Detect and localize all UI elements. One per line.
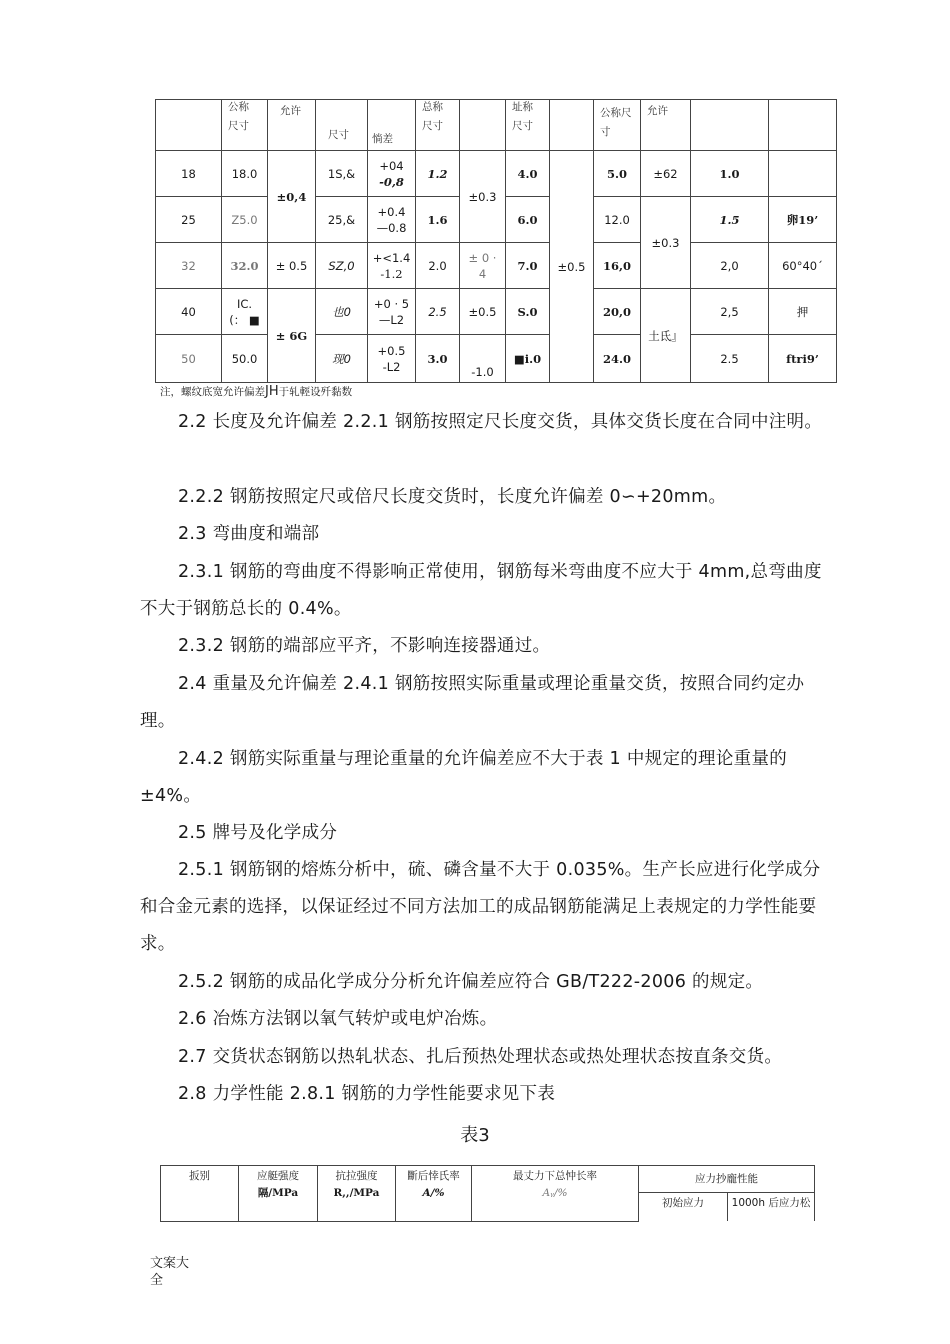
footer-text: 文案大全 bbox=[150, 1256, 190, 1288]
table-cell: 24.0 bbox=[594, 335, 641, 383]
paragraph: 2.5.2 钢筋的成品化学成分分析允许偏差应符合 GB/T222-2006 的规定。 bbox=[178, 972, 764, 992]
table-cell: ±0.3 bbox=[460, 151, 506, 243]
paragraph: 2.6 冶炼方法钢以氧气转炉或电炉冶炼。 bbox=[178, 1009, 498, 1029]
header-cell bbox=[156, 100, 222, 151]
table-cell: 2.5 bbox=[691, 335, 769, 383]
table-cell: +0.4 —0.8 bbox=[368, 197, 416, 243]
table-cell: S.0 bbox=[506, 289, 550, 335]
table-cell: 2.0 bbox=[416, 243, 460, 289]
table-cell: 18 bbox=[156, 151, 222, 197]
paragraph: 2.3.1 钢筋的弯曲度不得影响正常使用，钢筋每米弯曲度不应大于 4mm,总弯曲度不大于钢筋总长的 0.4%。 bbox=[140, 562, 822, 619]
paragraph: 2.4.2 钢筋实际重量与理论重量的允许偏差应不大于表 1 中规定的理论重量的±4%。 bbox=[140, 749, 788, 806]
table-cell: 2.5 bbox=[416, 289, 460, 335]
table-cell: 4.0 bbox=[506, 151, 550, 197]
paragraph: 2.5.1 钢筋钢的熔炼分析中，硫、磷含量不大于 0.035%。生产长应进行化学成分和合金元素的选择，以保证经过不同方法加工的成品钢筋能满足上表规定的力学性能要求。 bbox=[140, 860, 821, 954]
table-cell: 6.0 bbox=[506, 197, 550, 243]
table-cell: +<1.4 -1.2 bbox=[368, 243, 416, 289]
table-cell: 16,0 bbox=[594, 243, 641, 289]
table-cell: 25,& bbox=[316, 197, 368, 243]
table-cell: 50 bbox=[156, 335, 222, 383]
table-cell: ±0,4 bbox=[268, 151, 316, 243]
thread-dimension-table bbox=[155, 99, 837, 383]
table-cell: ± 6G bbox=[268, 289, 316, 383]
table-cell: ftri9’ bbox=[769, 335, 837, 383]
table-cell: 3.0 bbox=[416, 335, 460, 383]
table-cell: 5.0 bbox=[594, 151, 641, 197]
paragraph: 2.3.2 钢筋的端部应平齐，不影响连接器通过。 bbox=[178, 636, 551, 656]
table-cell: 土氐』 bbox=[641, 289, 691, 383]
table-cell: Z5.0 bbox=[222, 197, 268, 243]
table-cell: 卵19’ bbox=[769, 197, 837, 243]
paragraph: 2.8 力学性能 2.8.1 钢筋的力学性能要求见下表 bbox=[178, 1084, 556, 1104]
table-cell: 20,0 bbox=[594, 289, 641, 335]
table-cell: 12.0 bbox=[594, 197, 641, 243]
table-cell: 18.0 bbox=[222, 151, 268, 197]
table-cell: 60°40ˊ bbox=[769, 243, 837, 289]
table-cell: 1.2 bbox=[416, 151, 460, 197]
header-cell: 最丈力下总忡长率 Aᵧ/% bbox=[472, 1166, 639, 1222]
paragraph: 2.4 重量及允许偏差 2.4.1 钢筋按照实际重量或理论重量交货，按照合同约定办理。 bbox=[140, 674, 805, 731]
table-cell: 现0 bbox=[316, 335, 368, 383]
paragraph: 2.5 牌号及化学成分 bbox=[178, 823, 338, 843]
header-cell: 允许 bbox=[268, 100, 316, 151]
table-cell: ±0.3 bbox=[641, 197, 691, 289]
table-cell: 1.5 bbox=[691, 197, 769, 243]
header-cell: 初始应力 bbox=[639, 1193, 728, 1222]
paragraph: 2.3 弯曲度和端部 bbox=[178, 524, 320, 544]
header-cell: 斷后悻氏率 A/% bbox=[396, 1166, 472, 1222]
table-row bbox=[156, 151, 837, 197]
table-caption: 表3 bbox=[460, 1125, 490, 1146]
header-cell: 尺寸 bbox=[316, 100, 368, 151]
table-row bbox=[156, 335, 837, 383]
table-cell: 1.0 bbox=[691, 151, 769, 197]
table-cell: 40 bbox=[156, 289, 222, 335]
header-cell: 总称 尺寸 bbox=[416, 100, 460, 151]
table-note: 注，螺纹底宽允许偏差JH于轧輕设歼黏数 bbox=[160, 384, 353, 399]
header-cell bbox=[460, 100, 506, 151]
table-cell: ■i.0 bbox=[506, 335, 550, 383]
header-cell: 扳别 bbox=[161, 1166, 239, 1222]
table-cell: 50.0 bbox=[222, 335, 268, 383]
table-cell: 押 bbox=[769, 289, 837, 335]
paragraph: 2.7 交货状态钢筋以热轧状态、扎后预热处理状态或热处理状态按直条交货。 bbox=[178, 1047, 783, 1067]
table-row bbox=[156, 243, 837, 289]
header-cell bbox=[769, 100, 837, 151]
table-cell: 2,0 bbox=[691, 243, 769, 289]
header-cell: 允许 bbox=[641, 100, 691, 151]
header-cell bbox=[550, 100, 594, 151]
table-cell: 1S,& bbox=[316, 151, 368, 197]
mechanical-properties-table bbox=[160, 1165, 815, 1222]
table-cell: ± 0 · 4 bbox=[460, 243, 506, 289]
header-cell: 应艇强度 隔/MPa bbox=[239, 1166, 318, 1222]
table-row bbox=[156, 289, 837, 335]
table-cell bbox=[769, 151, 837, 197]
paragraph: 2.2.2 钢筋按照定尺或倍尺长度交货时，长度允许偏差 0∽+20mm。 bbox=[178, 487, 727, 507]
header-cell bbox=[691, 100, 769, 151]
table-cell: SZ,0 bbox=[316, 243, 368, 289]
header-cell: 抗拉强度 R,,/MPa bbox=[318, 1166, 396, 1222]
table-cell: ±0.5 bbox=[460, 289, 506, 335]
table-cell: ± 0.5 bbox=[268, 243, 316, 289]
header-cell: 惝差 bbox=[368, 100, 416, 151]
header-cell: 公称 尺寸 bbox=[222, 100, 268, 151]
table-cell: 25 bbox=[156, 197, 222, 243]
table-cell: -1.0 bbox=[460, 335, 506, 383]
table-header-row bbox=[156, 100, 837, 151]
table-cell: 7.0 bbox=[506, 243, 550, 289]
table-cell: 32.0 bbox=[222, 243, 268, 289]
header-cell: 址称 尺寸 bbox=[506, 100, 550, 151]
table-cell: 1.6 bbox=[416, 197, 460, 243]
paragraph: 2.2 长度及允许偏差 2.2.1 钢筋按照定尺长度交货，具体交货长度在合同中注明。 bbox=[178, 412, 823, 432]
table-cell: +0.5 -L2 bbox=[368, 335, 416, 383]
table-cell: 也0 bbox=[316, 289, 368, 335]
header-cell: 应力抄龐性能 bbox=[639, 1166, 815, 1193]
table-cell: IC. (： ■ bbox=[222, 289, 268, 335]
table-cell: +0 · 5 —L2 bbox=[368, 289, 416, 335]
table-cell: 2,5 bbox=[691, 289, 769, 335]
table-cell: +04 -0,8 bbox=[368, 151, 416, 197]
header-cell: 公称尺 寸 bbox=[594, 100, 641, 151]
table-cell: ±62 bbox=[641, 151, 691, 197]
header-cell: 1000h 后应力松 bbox=[728, 1193, 815, 1222]
table-cell: ±0.5 bbox=[550, 151, 594, 383]
table-cell: 32 bbox=[156, 243, 222, 289]
